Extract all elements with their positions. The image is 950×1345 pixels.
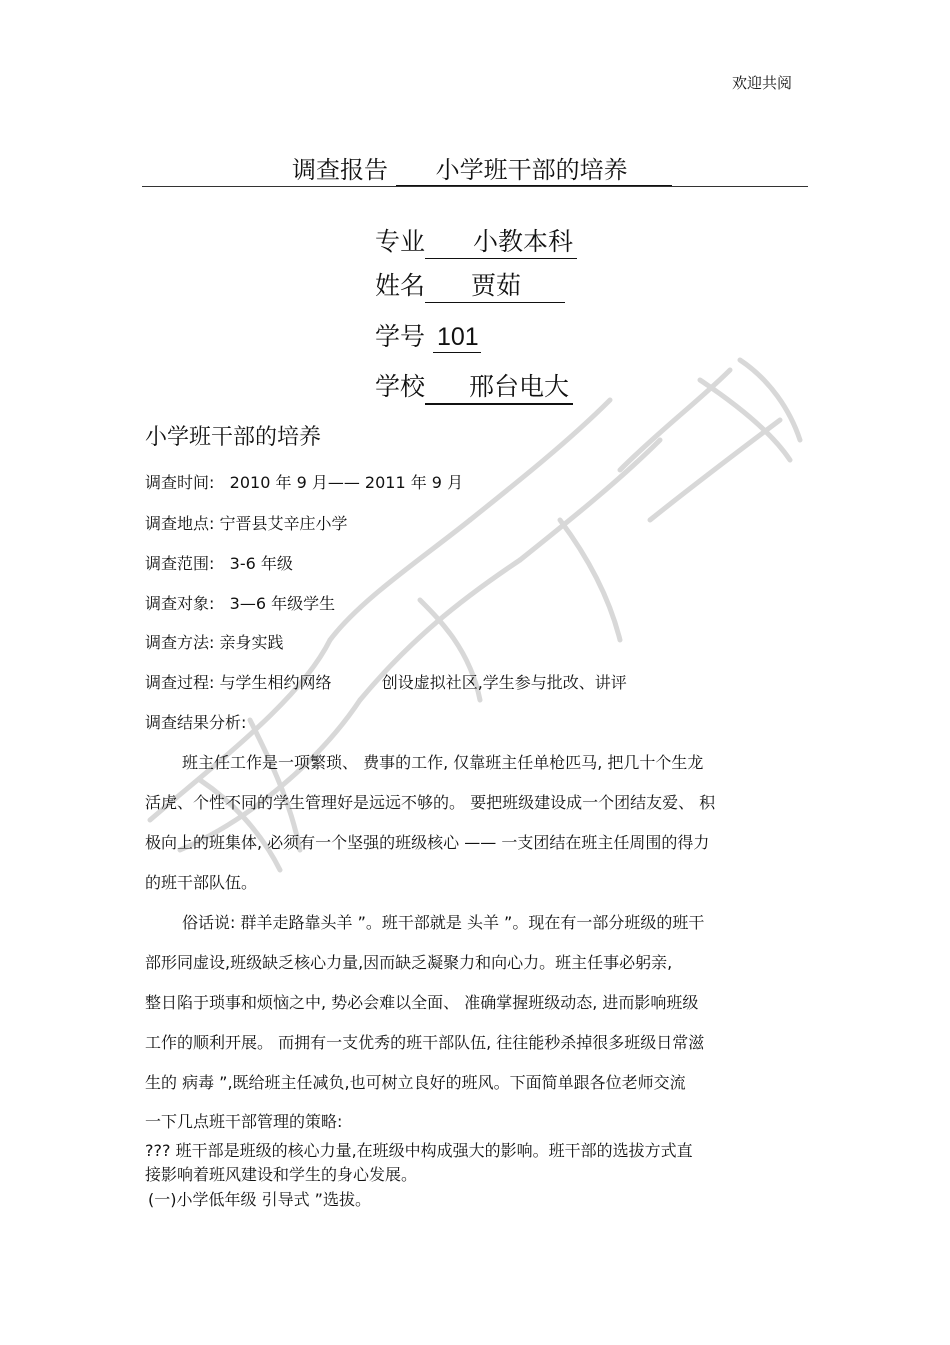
info-value: 3—6 年级学生 xyxy=(229,594,336,613)
field-school-value: 邢台电大 xyxy=(425,367,573,405)
field-name-value: 贾茹 xyxy=(425,266,565,303)
info-subjects xyxy=(145,591,335,614)
field-student-id-label: 学号 xyxy=(375,322,426,351)
paragraph-line: 俗话说: 群羊走路靠头羊 ”。班干部就是 头羊 ”。现在有一部分班级的班干 xyxy=(182,913,705,932)
paragraph-line: 班主任工作是一项繁琐、 费事的工作, 仅靠班主任单枪匹马, 把几十个生龙 xyxy=(182,753,704,772)
info-label: 调查结果分析: xyxy=(145,713,247,732)
info-results xyxy=(145,710,246,733)
header-note: 欢迎共阅 xyxy=(732,74,793,92)
paragraph-line: 生的 病毒 ”,既给班主任减负,也可树立良好的班风。下面简单跟各位老师交流 xyxy=(145,1073,686,1092)
paragraph-line: ??? 班干部是班级的核心力量,在班级中构成强大的影响。班干部的选拔方式直 xyxy=(145,1141,693,1160)
field-school-label: 学校 xyxy=(375,372,426,401)
info-value: 2010 年 9 月—— 2011 年 9 月 xyxy=(229,473,464,492)
field-school xyxy=(375,367,573,405)
info-label: 调查方法: xyxy=(145,633,215,652)
paragraph-line: 整日陷于琐事和烦恼之中, 势必会难以全面、 准确掌握班级动态, 进而影响班级 xyxy=(145,993,699,1012)
info-value: 宁晋县艾辛庄小学 xyxy=(219,514,348,533)
info-label: 调查对象: xyxy=(145,594,215,613)
paragraph-line: 的班干部队伍。 xyxy=(145,873,258,892)
field-name-label: 姓名 xyxy=(375,271,426,300)
paragraph-line: 极向上的班集体, 必须有一个坚强的班级核心 —— 一支团结在班主任周围的得力 xyxy=(145,833,710,852)
title-divider xyxy=(142,186,808,187)
info-label: 调查时间: xyxy=(145,473,215,492)
info-method xyxy=(145,630,284,653)
info-label: 调查地点: xyxy=(145,514,215,533)
strategy-line: 一下几点班干部管理的策略: xyxy=(145,1112,343,1131)
info-location xyxy=(145,511,348,534)
report-title xyxy=(292,150,672,187)
info-value: 亲身实践 xyxy=(219,633,284,652)
paragraph-line: 活虎、个性不同的学生管理好是远远不够的。 要把班级建设成一个团结友爱、 积 xyxy=(145,793,716,812)
report-title-label: 调查报告 xyxy=(292,156,388,184)
info-value-2: 创设虚拟社区,学生参与批改、讲评 xyxy=(381,673,627,692)
section-title: 小学班干部的培养 xyxy=(145,425,322,450)
info-time xyxy=(145,470,463,493)
info-value: 3-6 年级 xyxy=(229,554,293,573)
info-process xyxy=(145,670,627,693)
info-scope xyxy=(145,551,293,574)
field-major xyxy=(375,222,577,259)
report-title-value: 小学班干部的培养 xyxy=(396,150,672,187)
field-major-label: 专业 xyxy=(375,227,426,256)
paragraph-line: 部形同虚设,班级缺乏核心力量,因而缺乏凝聚力和向心力。班主任事必躬亲, xyxy=(145,953,673,972)
field-major-value: 小教本科 xyxy=(425,222,577,259)
info-label: 调查范围: xyxy=(145,554,215,573)
info-value: 与学生相约网络 xyxy=(219,673,332,692)
field-student-id-value: 101 xyxy=(433,323,481,353)
field-student-id xyxy=(375,317,481,353)
paragraph-line: 接影响着班风建设和学生的身心发展。 xyxy=(145,1165,418,1184)
field-name xyxy=(375,266,565,303)
info-label: 调查过程: xyxy=(145,673,215,692)
subheading: (一)小学低年级 引导式 ”选拔。 xyxy=(148,1190,371,1209)
paragraph-line: 工作的顺利开展。 而拥有一支优秀的班干部队伍, 往往能秒杀掉很多班级日常滋 xyxy=(145,1033,705,1052)
